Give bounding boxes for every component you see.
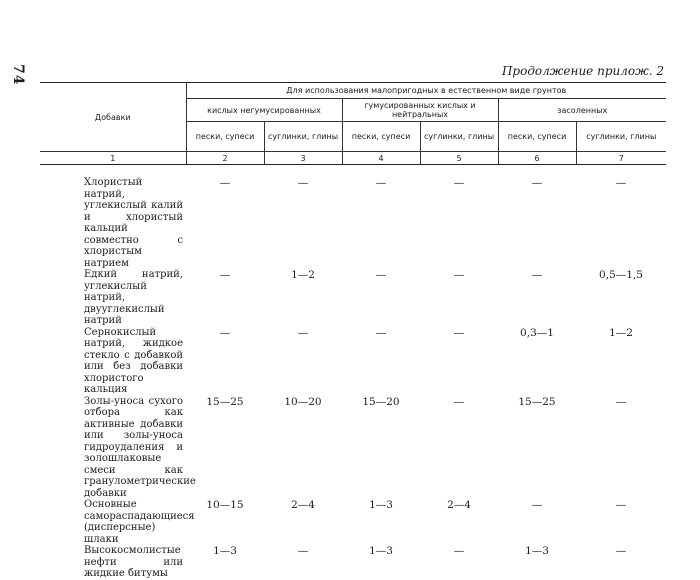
value-cell: — — [375, 269, 387, 281]
value-cell: 15—20 — [362, 395, 400, 408]
additive-name: Золы-уноса сухого отбора как активные добавки или золы-уноса гидроудаления и золошлаковые смеси как гранулометрические добавки — [84, 395, 196, 499]
value-cell: — — [531, 177, 543, 189]
column-number: 7 — [576, 152, 666, 165]
table-row — [40, 396, 666, 500]
value-cell: — — [531, 499, 543, 511]
value-cell: — — [219, 326, 231, 339]
table-row — [40, 499, 666, 545]
value-cell: — — [453, 177, 465, 189]
value-cell: — — [615, 499, 627, 511]
soil-type-header: пески, супеси — [498, 122, 576, 152]
value-cell: — — [615, 395, 627, 408]
column-number: 1 — [40, 152, 186, 165]
soil-type-header: пески, супеси — [186, 122, 264, 152]
value-cell: — — [453, 545, 465, 557]
value-cell: 15—25 — [206, 395, 244, 408]
value-cell: — — [297, 177, 309, 189]
column-number: 5 — [420, 152, 498, 165]
value-cell: 10—20 — [284, 395, 322, 408]
value-cell: — — [453, 326, 465, 339]
value-cell: 0,5—1,5 — [599, 269, 643, 281]
value-cell: 1—2 — [291, 269, 315, 281]
group-header: Для использования малопригодных в естественном виде грунтов — [186, 83, 666, 99]
additive-name: Сернокислый натрий, жидкое стекло с добавкой или без добавки хлористого кальция — [84, 326, 183, 395]
value-cell: — — [531, 269, 543, 281]
value-cell: — — [615, 177, 627, 189]
table-row — [40, 269, 666, 327]
column-number: 3 — [264, 152, 342, 165]
value-cell: — — [297, 326, 309, 339]
table-row — [40, 165, 666, 270]
additive-name: Основные самораспадающиеся (дисперсные) шлаки — [84, 499, 195, 545]
additives-header: Добавки — [40, 83, 186, 152]
soil-type-header: суглинки, глины — [576, 122, 666, 152]
value-cell: 1—2 — [609, 326, 633, 339]
subgroup-header: кислых негумусированных — [186, 99, 342, 122]
value-cell: 2—4 — [291, 499, 315, 511]
column-number: 4 — [342, 152, 420, 165]
additive-name: Высокосмолистые нефти или жидкие битумы — [84, 545, 183, 579]
value-cell: — — [615, 545, 627, 557]
additives-table — [40, 82, 666, 580]
value-cell: 10—15 — [206, 499, 244, 511]
value-cell: 15—25 — [518, 395, 556, 408]
additive-name: Едкий натрий, углекислый натрий, двууглекислый натрий — [84, 269, 183, 326]
value-cell: — — [453, 269, 465, 281]
value-cell: — — [297, 545, 309, 557]
value-cell: — — [375, 177, 387, 189]
value-cell: 1—3 — [369, 545, 393, 557]
value-cell: 1—3 — [525, 545, 549, 557]
value-cell: 2—4 — [447, 499, 471, 511]
soil-type-header: суглинки, глины — [264, 122, 342, 152]
additive-name: Хлористый натрий, углекислый калий и хлористый кальций совместно с хлористым натрием — [84, 177, 183, 269]
value-cell: — — [219, 269, 231, 281]
value-cell: 1—3 — [369, 499, 393, 511]
page-number: 74 — [10, 64, 26, 86]
column-number: 2 — [186, 152, 264, 165]
soil-type-header: пески, супеси — [342, 122, 420, 152]
table-row — [40, 327, 666, 396]
value-cell: 0,3—1 — [520, 326, 554, 339]
soil-type-header: суглинки, глины — [420, 122, 498, 152]
column-numbers-row — [40, 152, 666, 165]
table-row — [40, 545, 666, 580]
value-cell: — — [219, 177, 231, 189]
subgroup-header: засоленных — [498, 99, 666, 122]
value-cell: — — [375, 326, 387, 339]
subgroup-header: гумусированных кислых и нейтральных — [342, 99, 498, 122]
value-cell: 1—3 — [213, 545, 237, 557]
column-number: 6 — [498, 152, 576, 165]
continuation-title: Продолжение прилож. 2 — [501, 64, 664, 78]
value-cell: — — [453, 395, 465, 408]
